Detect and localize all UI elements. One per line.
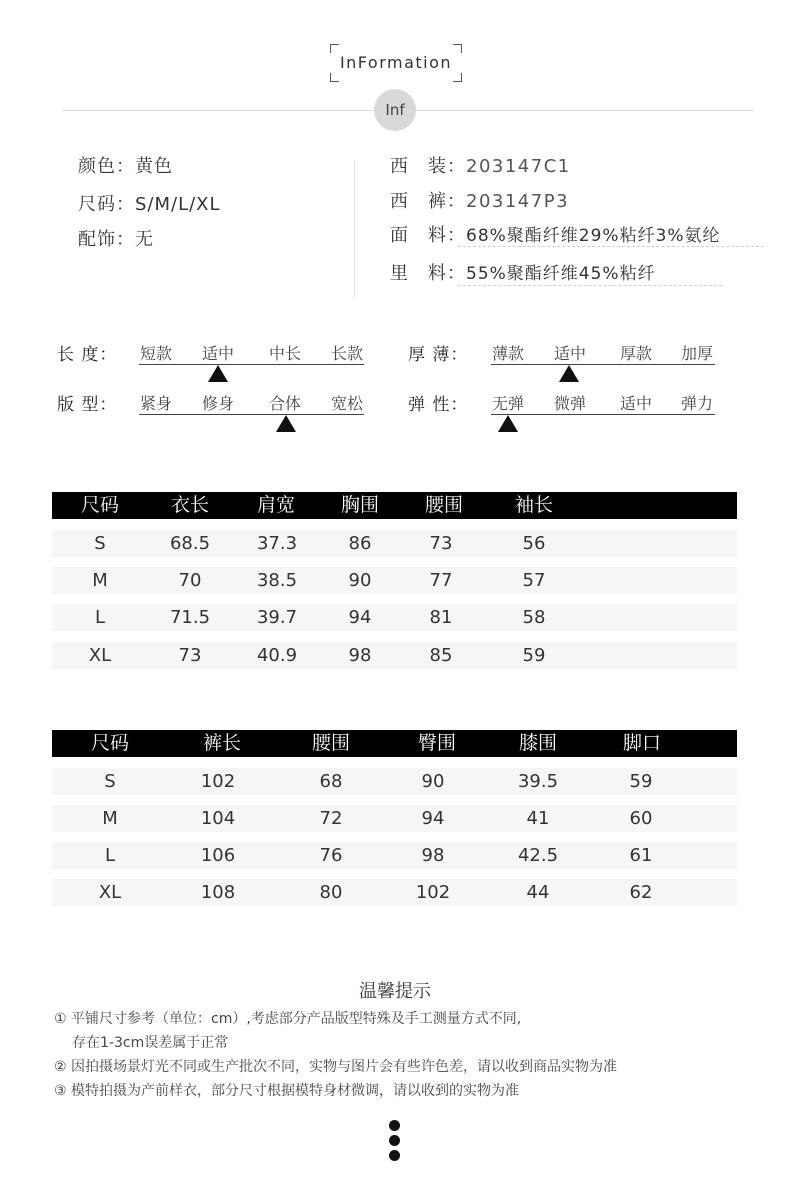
pants-table-row (52, 842, 737, 869)
scale-length-marker (208, 365, 228, 382)
jacket-cell: 56 (522, 533, 546, 554)
jacket-cell: 59 (522, 645, 546, 666)
jacket-cell: S (94, 533, 106, 554)
pants-cell: L (104, 845, 116, 866)
jacket-cell: 94 (348, 607, 372, 628)
scale-thickness-option-0: 薄款 (492, 344, 525, 363)
jacket-cell: XL (88, 645, 112, 666)
jacket-cell: 57 (522, 570, 546, 591)
jacket-table-row (52, 567, 737, 594)
pants-cell: 80 (319, 882, 343, 903)
jacket-cell: 71.5 (169, 607, 211, 628)
jacket-cell: L (94, 607, 106, 628)
pants-cell: 76 (319, 845, 343, 866)
pants-th-size: 尺码 (90, 732, 129, 754)
pants-cell: 98 (421, 845, 445, 866)
jacket-cell: 39.7 (256, 607, 298, 628)
pants-cell: 68 (319, 771, 343, 792)
pants-cell: 94 (421, 808, 445, 829)
jacket-cell: M (92, 570, 108, 591)
jacket-th-waist: 腰围 (424, 494, 463, 516)
pants-cell: 62 (629, 882, 653, 903)
continue-dot-3 (389, 1150, 400, 1161)
pants-cell: 60 (629, 808, 653, 829)
jacket-cell: 77 (429, 570, 453, 591)
scale-elasticity-marker (498, 415, 518, 432)
jacket-th-chest: 胸围 (340, 494, 379, 516)
scale-elasticity-line (491, 414, 715, 415)
information-title-frame (330, 44, 462, 82)
scale-thickness-marker (559, 365, 579, 382)
scale-length-option-3: 长款 (331, 344, 364, 363)
pants-cell: 72 (319, 808, 343, 829)
jacket-table-row (52, 530, 737, 557)
info-pants-code: 西 裤：203147P3 (390, 191, 570, 212)
jacket-cell: 81 (429, 607, 453, 628)
pants-table-header (52, 730, 737, 757)
info-size: 尺码：S/M/L/XL (78, 194, 221, 215)
pants-th-hip: 臀围 (417, 732, 456, 754)
scale-thickness-line (491, 364, 715, 365)
jacket-cell: 37.3 (256, 533, 298, 554)
jacket-cell: 73 (429, 533, 453, 554)
jacket-cell: 85 (429, 645, 453, 666)
pants-table-row (52, 768, 737, 795)
pants-cell: 90 (421, 771, 445, 792)
scale-elasticity-label: 弹 性： (408, 395, 469, 415)
scale-elasticity-option-2: 适中 (620, 394, 653, 413)
tip-line-1-cont: 存在1-3cm误差属于正常 (72, 1035, 229, 1051)
scale-length-option-1: 适中 (202, 344, 235, 363)
pants-cell: 42.5 (517, 845, 559, 866)
scale-elasticity-option-1: 微弹 (554, 394, 587, 413)
scale-fit-option-2: 合体 (269, 394, 302, 413)
tip-line-3: ③ 模特拍摄为产前样衣，部分尺寸根据模特身材微调，请以收到的实物为准 (54, 1083, 519, 1099)
pants-cell: 39.5 (517, 771, 559, 792)
scale-fit-option-3: 宽松 (331, 394, 364, 413)
scale-length-option-0: 短款 (140, 344, 173, 363)
info-fabric: 面 料：68%聚酯纤维29%粘纤3%氨纶 (390, 225, 721, 246)
jacket-cell: 90 (348, 570, 372, 591)
tip-line-2: ② 因拍摄场景灯光不同或生产批次不同，实物与图片会有些许色差，请以收到商品实物为准 (54, 1059, 617, 1075)
pants-table-row (52, 879, 737, 906)
jacket-cell: 38.5 (256, 570, 298, 591)
continue-dot-1 (389, 1120, 400, 1131)
scale-fit-label: 版 型： (57, 395, 118, 415)
scale-fit-option-1: 修身 (202, 394, 235, 413)
information-title: InFormation (339, 53, 453, 72)
scale-thickness-option-2: 厚款 (620, 344, 653, 363)
continue-dot-2 (389, 1135, 400, 1146)
scale-fit-option-0: 紧身 (140, 394, 173, 413)
jacket-cell: 40.9 (256, 645, 298, 666)
jacket-th-shoulder: 肩宽 (256, 494, 295, 516)
jacket-cell: 86 (348, 533, 372, 554)
scale-fit-line (139, 414, 364, 415)
pants-th-hem: 脚口 (622, 732, 661, 754)
fabric-underline (458, 246, 764, 247)
pants-cell: XL (98, 882, 122, 903)
scale-length-option-2: 中长 (269, 344, 302, 363)
pants-th-knee: 膝围 (518, 732, 557, 754)
tips-title: 温馨提示 (359, 981, 431, 1002)
scale-length-line (139, 364, 364, 365)
scale-thickness-label: 厚 薄： (408, 345, 469, 365)
info-accessory: 配饰：无 (78, 229, 154, 250)
pants-cell: 59 (629, 771, 653, 792)
jacket-table-row (52, 604, 737, 631)
pants-cell: S (104, 771, 116, 792)
jacket-table-header (52, 492, 737, 519)
scale-length-label: 长 度： (57, 345, 118, 365)
info-color: 颜色：黄色 (78, 156, 173, 177)
lining-underline (458, 285, 722, 286)
inf-badge: Inf (374, 89, 416, 131)
pants-table-row (52, 805, 737, 832)
info-jacket-code: 西 装：203147C1 (390, 156, 571, 177)
jacket-cell: 70 (178, 570, 202, 591)
pants-cell: 44 (526, 882, 550, 903)
pants-cell: 102 (200, 771, 236, 792)
info-vertical-divider (354, 160, 355, 298)
jacket-cell: 58 (522, 607, 546, 628)
jacket-cell: 68.5 (169, 533, 211, 554)
pants-cell: 104 (200, 808, 236, 829)
scale-thickness-option-1: 适中 (554, 344, 587, 363)
pants-cell: 41 (526, 808, 550, 829)
pants-cell: 106 (200, 845, 236, 866)
scale-fit-marker (276, 415, 296, 432)
pants-cell: 61 (629, 845, 653, 866)
scale-elasticity-option-3: 弹力 (681, 394, 714, 413)
pants-cell: 102 (415, 882, 451, 903)
pants-th-length: 裤长 (202, 732, 241, 754)
jacket-cell: 73 (178, 645, 202, 666)
jacket-th-length: 衣长 (170, 494, 209, 516)
scale-elasticity-option-0: 无弹 (492, 394, 525, 413)
info-lining: 里 料：55%聚酯纤维45%粘纤 (390, 263, 656, 284)
pants-th-waist: 腰围 (311, 732, 350, 754)
scale-thickness-option-3: 加厚 (681, 344, 714, 363)
jacket-th-size: 尺码 (80, 494, 119, 516)
jacket-table-row (52, 642, 737, 669)
pants-cell: M (102, 808, 118, 829)
tip-line-1: ① 平铺尺寸参考（单位：cm）,考虑部分产品版型特殊及手工测量方式不同, (54, 1011, 522, 1027)
jacket-cell: 98 (348, 645, 372, 666)
pants-cell: 108 (200, 882, 236, 903)
jacket-th-sleeve: 袖长 (514, 494, 553, 516)
